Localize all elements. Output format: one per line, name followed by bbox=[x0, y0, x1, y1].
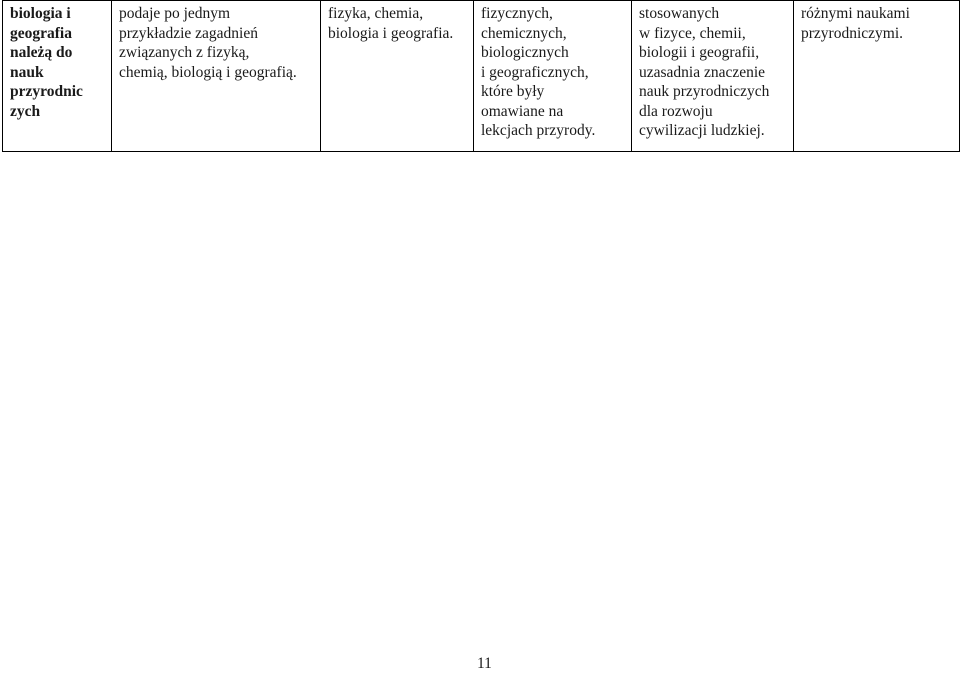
cell-text: różnymi naukami przyrodniczymi. bbox=[801, 5, 910, 42]
cell-text: podaje po jednym przykładzie zagadnień związanych z fizyką, chemią, biologią i geografią. bbox=[119, 5, 297, 81]
table-cell-requirement-1 bbox=[112, 1, 321, 152]
table-row bbox=[3, 1, 960, 152]
cell-text: biologia i geografia należą do nauk przyrodnic zych bbox=[10, 5, 83, 120]
cell-text: fizycznych, chemicznych, biologicznych i geograficznych, które były omawiane na lekcjach przyrody. bbox=[481, 5, 596, 139]
cell-text: fizyka, chemia, biologia i geografia. bbox=[328, 5, 454, 42]
table-cell-topic bbox=[3, 1, 112, 152]
page-number: 11 bbox=[477, 655, 492, 672]
cell-text: stosowanych w fizyce, chemii, biologii i geografii, uzasadnia znaczenie nauk przyrodniczych dla rozwoju cywilizacji ludzkiej. bbox=[639, 5, 770, 139]
table-cell-requirement-4 bbox=[632, 1, 794, 152]
table-cell-requirement-5 bbox=[794, 1, 960, 152]
table-cell-requirement-3 bbox=[474, 1, 632, 152]
requirements-table bbox=[2, 0, 960, 152]
table-cell-requirement-2 bbox=[321, 1, 474, 152]
